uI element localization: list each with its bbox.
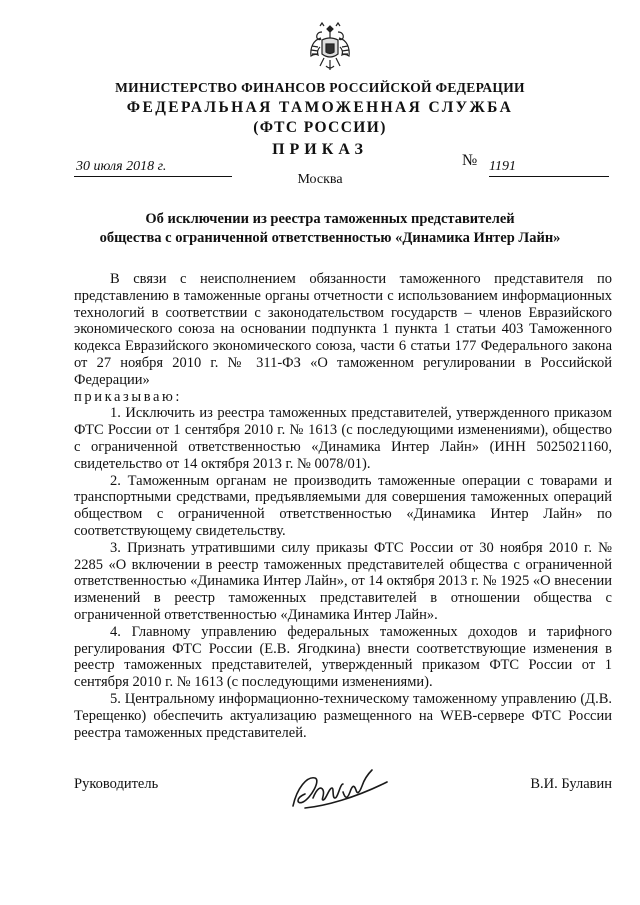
order-word: приказываю: [74, 388, 183, 405]
signatory-name: В.И. Булавин [530, 776, 612, 792]
ministry-heading: МИНИСТЕРСТВО ФИНАНСОВ РОССИЙСКОЙ ФЕДЕРАЦИИ [115, 80, 525, 95]
handwritten-signature-icon [285, 768, 395, 814]
number-sign: № [462, 152, 478, 169]
document-title-line-1: Об исключении из реестра таможенных представителей [145, 211, 515, 227]
document-title [70, 210, 590, 248]
service-abbreviation: (ФТС РОССИИ) [253, 119, 387, 136]
order-number: 1191 [489, 158, 609, 177]
order-item-5: 5. Центральному информационно-техническому таможенному управлению (Д.В. Терещенко) обеспечить актуализацию размещенного на WEB-сервере ФТС России реестра таможенных представителей. [74, 690, 612, 741]
double-headed-eagle-emblem-icon [308, 20, 352, 74]
signatory-role: Руководитель [74, 776, 159, 792]
order-date: 30 июля 2018 г. [74, 158, 232, 177]
document-title-line-2: общества с ограниченной ответственностью «Динамика Интер Лайн» [99, 230, 561, 246]
service-heading: ФЕДЕРАЛЬНАЯ ТАМОЖЕННАЯ СЛУЖБА [126, 99, 514, 116]
document-body [74, 271, 612, 741]
preamble-paragraph: В связи с неисполнением обязанности таможенного представителя по представлению в таможенные органы отчетности с использованием информационных технологий в соответствии с законодательством государств – членов Евразийского экономического союза на основании подпункта 1 пункта 1 статьи 403 Таможенного кодекса Евразийского экономического союза, части 6 статьи 177 Федерального закона от 27 ноября 2010 г. № 311-ФЗ «О таможенном регулировании в Российской Федерации» [74, 271, 612, 388]
document-type-heading: ПРИКАЗ [272, 141, 368, 158]
order-item-2: 2. Таможенным органам не производить таможенные операции с товарами и транспортными средствами, предъявляемыми для совершения таможенных операций обществом с ограниченной ответственностью «Динамика Интер Лайн» по соответствующему свидетельству. [74, 472, 612, 539]
city: Москва [297, 172, 343, 187]
order-item-3: 3. Признать утратившими силу приказы ФТС России от 30 ноября 2010 г. № 2285 «О включении в реестр таможенных представителей общества с ограниченной ответственностью «Динамика Интер Лайн», от 14 октября 2013 г. № 1925 «О внесении изменений в реестр таможенных представителей в отношении общества с ограниченной ответственностью «Динамика Интер Лайн». [74, 539, 612, 623]
order-item-4: 4. Главному управлению федеральных таможенных доходов и тарифного регулирования ФТС России (Е.В. Ягодкина) внести соответствующие изменения в реестр таможенных представителей, утвержденный приказом ФТС России от 1 сентября 2010 г. № 1613 (с последующими изменениями). [74, 623, 612, 691]
order-item-1: 1. Исключить из реестра таможенных представителей, утвержденного приказом ФТС России от 1 сентября 2010 г. № 1613 (с последующими изменениями), общество с ограниченной ответственностью «Динамика Интер Лайн» (ИНН 5025021160, свидетельство от 14 октября 2013 г. № 0078/01). [74, 405, 612, 472]
